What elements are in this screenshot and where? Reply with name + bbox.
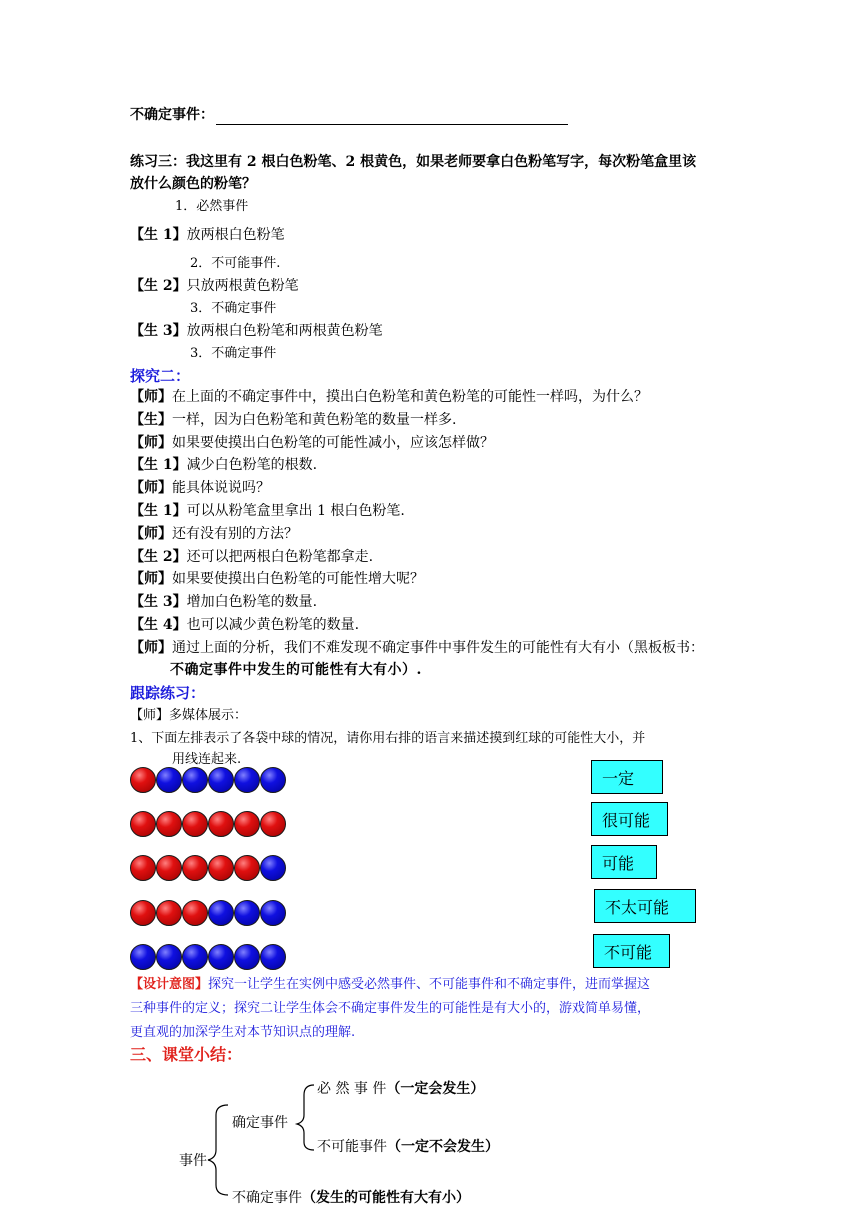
- tracking-heading: 跟踪练习：: [130, 684, 206, 702]
- answer-text: 只放两根黄色粉笔: [186, 278, 299, 294]
- speaker-tag: 【师】: [130, 389, 172, 405]
- tracking-question-line2: 用线连起来.: [172, 752, 242, 767]
- summary-uncertain: [232, 1189, 470, 1208]
- summary-heading: 三、课堂小结：: [130, 1045, 243, 1064]
- speaker-tag: 【生 1】: [130, 457, 187, 474]
- design-intent-line2: 三种事件的定义；探究二让学生体会不确定事件发生的可能性是有大小的，游戏简单易懂，: [130, 1001, 651, 1016]
- explore2-heading: 探究二：: [130, 367, 191, 385]
- speaker-tag: 【生 4】: [130, 617, 187, 633]
- speaker-tag: 【生 3】: [130, 594, 187, 611]
- design-intent-line3: 更直观的加深学生对本节知识点的理解.: [130, 1025, 356, 1040]
- speaker-tag: 【师】: [130, 434, 172, 451]
- dialogue-text: 在上面的不确定事件中，摸出白色粉笔和黄色粉笔的可能性一样吗，为什么？: [172, 389, 648, 405]
- student-tag: 【生 3】: [130, 323, 187, 339]
- student-tag: 【生 2】: [130, 278, 187, 294]
- dialogue-text: 增加白色粉笔的数量.: [186, 594, 318, 611]
- option-box[interactable]: 不太可能: [594, 889, 696, 923]
- exercise3-question-line1: 练习三：我这里有 2 根白色粉笔、2 根黄色，如果老师要拿白色粉笔写字，每次粉笔盒里该: [130, 154, 697, 170]
- dialogue-text: 能具体说说吗？: [172, 480, 270, 497]
- dialogue-text: 还可以把两根白色粉笔都拿走.: [186, 548, 374, 565]
- tracking-teacher: 【师】多媒体展示：: [130, 708, 248, 723]
- uncertain-label: 不确定事件: [232, 1190, 302, 1206]
- dialogue-text: 如果要使摸出白色粉笔的可能性增大呢？: [172, 571, 424, 588]
- summary-determined: 确定事件: [232, 1115, 288, 1131]
- impossible-note: （一定不会发生）: [387, 1139, 499, 1155]
- design-intent-tag: 【设计意图】: [130, 977, 209, 992]
- answer-text: 放两根白色粉笔和两根黄色粉笔: [186, 323, 383, 339]
- summary-certain: [317, 1080, 484, 1099]
- option-box[interactable]: 一定: [591, 760, 663, 794]
- summary-impossible: [317, 1138, 499, 1157]
- dialogue-text: 减少白色粉笔的根数.: [186, 457, 318, 474]
- exercise3-question-line2: 放什么颜色的粉笔？: [130, 176, 256, 192]
- uncertain-label: 不确定事件：: [130, 107, 214, 123]
- speaker-tag: 【师】: [130, 571, 172, 588]
- uncertain-note: （发生的可能性有大有小）: [302, 1190, 470, 1206]
- student-tag: 【生 1】: [130, 227, 187, 243]
- option-box[interactable]: 不可能: [593, 934, 670, 968]
- speaker-tag: 【师】: [130, 480, 172, 497]
- option-box[interactable]: 很可能: [591, 802, 668, 836]
- tracking-question-line1: 1、下面左排表示了各袋中球的情况，请你用右排的语言来描述摸到红球的可能性大小，并: [130, 731, 646, 746]
- speaker-tag: 【师】: [130, 525, 172, 542]
- board-text: 不确定事件中发生的可能性有大有小）.: [170, 662, 422, 678]
- dialogue-text: 也可以减少黄色粉笔的数量.: [186, 617, 360, 633]
- exercise3-item3a: 3．不确定事件: [190, 301, 277, 316]
- dialogue-text: 一样，因为白色粉笔和黄色粉笔的数量一样多.: [172, 411, 457, 428]
- speaker-tag: 【师】: [130, 639, 172, 656]
- exercise3-item2: 2．不可能事件.: [190, 256, 281, 271]
- option-box[interactable]: 可能: [591, 845, 657, 879]
- root-brace: [208, 1105, 228, 1195]
- exercise3-item1: 1．必然事件: [175, 199, 249, 214]
- speaker-tag: 【生 2】: [130, 548, 187, 565]
- speaker-tag: 【生】: [130, 411, 172, 428]
- answer-text: 放两根白色粉笔: [186, 227, 285, 243]
- dialogue-text: 还有没有别的方法？: [172, 525, 298, 542]
- summary-root: 事件: [179, 1153, 207, 1169]
- exercise3-item3b: 3．不确定事件: [190, 346, 277, 361]
- dialogue-text: 通过上面的分析，我们不难发现不确定事件中事件发生的可能性有大有小（黑板板书：: [172, 639, 704, 656]
- determined-brace: [297, 1085, 314, 1150]
- certain-label: 必 然 事 件: [317, 1081, 387, 1097]
- impossible-label: 不可能事件: [317, 1139, 387, 1155]
- dialogue-text: 可以从粉笔盒里拿出 1 根白色粉笔.: [186, 503, 405, 519]
- design-intent-text: 探究一让学生在实例中感受必然事件、不可能事件和不确定事件，进而掌握这: [208, 977, 651, 992]
- certain-note: （一定会发生）: [386, 1081, 485, 1097]
- speaker-tag: 【生 1】: [130, 503, 187, 519]
- dialogue-text: 如果要使摸出白色粉笔的可能性减小，应该怎样做？: [172, 434, 494, 451]
